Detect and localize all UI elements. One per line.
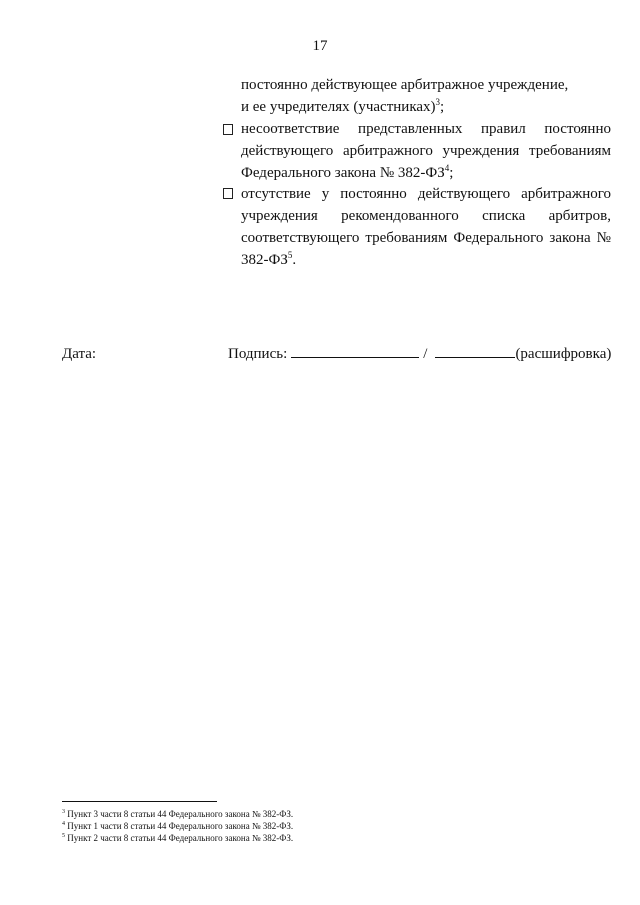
checkbox-no-arbitrators-list[interactable]: [223, 188, 233, 199]
date-label: Дата:: [62, 346, 97, 362]
signature-row: [228, 343, 611, 365]
continuation-line-1: постоянно действующее арбитражное учреждение,: [241, 77, 569, 93]
footnote-number: 5: [62, 833, 65, 839]
footnote-number: 4: [62, 821, 65, 827]
continuation-paragraph: [241, 74, 611, 118]
footnote-number: 3: [62, 809, 65, 815]
footnote-ref-4[interactable]: 4: [444, 163, 450, 173]
continuation-line-2: [241, 96, 611, 118]
footnote-ref-3[interactable]: 3: [435, 97, 441, 107]
list-item-text: несоответствие представленных правил постоянно действующего арбитражного учреждения требованиям Федерального закона № 382-ФЗ: [241, 121, 611, 181]
list-item-tail: ;: [449, 165, 454, 181]
footnote-4: [62, 820, 602, 832]
footnote-ref-5[interactable]: 5: [287, 250, 293, 260]
signature-field[interactable]: [291, 343, 419, 358]
name-decoding-field[interactable]: [435, 343, 515, 358]
list-item-rules-mismatch: [241, 118, 611, 184]
continuation-line-2-text: и ее учредителях (участниках): [241, 99, 436, 115]
page-number: 17: [312, 38, 328, 54]
decoding-label: (расшифровка): [515, 346, 612, 362]
signature-separator: /: [423, 346, 428, 362]
footnote-3: [62, 808, 602, 820]
signature-label: Подпись:: [228, 346, 288, 362]
footnote-text: Пункт 3 части 8 статьи 44 Федерального закона № 382-ФЗ.: [67, 809, 294, 819]
footnote-divider: [62, 801, 217, 802]
checkbox-rules-mismatch[interactable]: [223, 124, 233, 135]
list-item-tail: .: [292, 252, 297, 268]
continuation-line-2-tail: ;: [440, 99, 445, 115]
list-item-text: отсутствие у постоянно действующего арбитражного учреждения рекомендованного списка арбитров, соответствующего требованиям Федерального закона № 382-ФЗ: [241, 186, 611, 268]
footnote-text: Пункт 1 части 8 статьи 44 Федерального закона № 382-ФЗ.: [67, 821, 294, 831]
footnote-text: Пункт 2 части 8 статьи 44 Федерального закона № 382-ФЗ.: [67, 833, 294, 843]
footnotes: [62, 808, 602, 844]
footnote-5: [62, 832, 602, 844]
list-item-no-arbitrators-list: [241, 183, 611, 271]
